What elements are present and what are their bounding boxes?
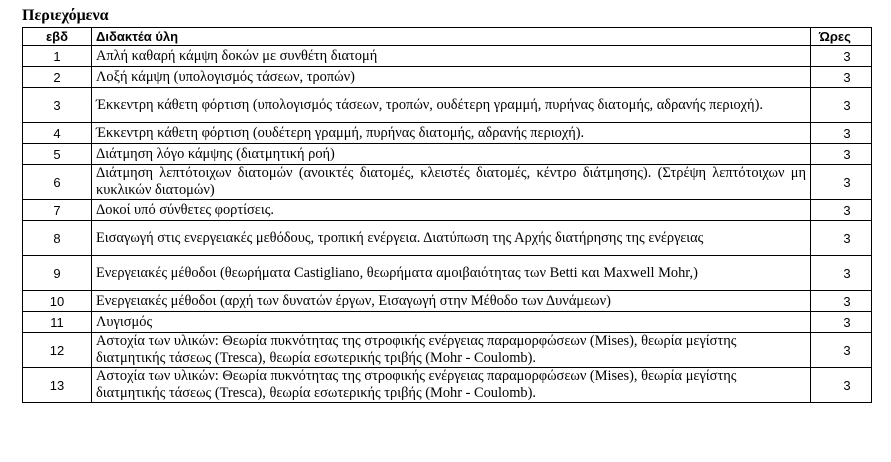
week-cell: 8	[23, 221, 92, 256]
hours-cell: 3	[811, 46, 872, 67]
hours-cell: 3	[811, 333, 872, 368]
week-cell: 4	[23, 123, 92, 144]
material-cell: Διάτμηση λόγο κάμψης (διατμητική ροή)	[92, 144, 811, 165]
week-cell: 10	[23, 291, 92, 312]
material-cell: Απλή καθαρή κάμψη δοκών με συνθέτη διατομή	[92, 46, 811, 67]
header-week: εβδ	[23, 28, 92, 46]
week-cell: 6	[23, 165, 92, 200]
hours-cell: 3	[811, 123, 872, 144]
table-row	[23, 200, 872, 221]
material-cell: Λοξή κάμψη (υπολογισμός τάσεων, τροπών)	[92, 67, 811, 88]
header-material: Διδακτέα ύλη	[92, 28, 811, 46]
week-cell: 1	[23, 46, 92, 67]
section-title: Περιεχόμενα	[22, 7, 109, 24]
header-hours: Ώρες	[811, 28, 872, 46]
table-row	[23, 144, 872, 165]
hours-cell: 3	[811, 200, 872, 221]
table-row	[23, 88, 872, 123]
material-cell: Εισαγωγή στις ενεργειακές μεθόδους, τροπική ενέργεια. Διατύπωση της Αρχής διατήρησης της ενέργειας	[92, 221, 811, 256]
week-cell: 11	[23, 312, 92, 333]
material-cell: Ενεργειακές μέθοδοι (αρχή των δυνατών έργων, Εισαγωγή στην Μέθοδο των Δυνάμεων)	[92, 291, 811, 312]
table-row	[23, 67, 872, 88]
hours-cell: 3	[811, 368, 872, 403]
week-cell: 13	[23, 368, 92, 403]
material-cell: Έκκεντρη κάθετη φόρτιση (υπολογισμός τάσεων, τροπών, ουδέτερη γραμμή, πυρήνας διατομής, αδρανής περιοχή).	[92, 88, 811, 123]
table-row	[23, 368, 872, 403]
table-row	[23, 333, 872, 368]
hours-cell: 3	[811, 144, 872, 165]
week-cell: 5	[23, 144, 92, 165]
table-row	[23, 312, 872, 333]
table-row	[23, 256, 872, 291]
week-cell: 2	[23, 67, 92, 88]
table-header-row	[23, 28, 872, 46]
hours-cell: 3	[811, 256, 872, 291]
hours-cell: 3	[811, 67, 872, 88]
week-cell: 9	[23, 256, 92, 291]
material-cell: Ενεργειακές μέθοδοι (θεωρήματα Castigliano, θεωρήματα αμοιβαιότητας των Betti και Maxwell Mohr,)	[92, 256, 811, 291]
material-cell: Έκκεντρη κάθετη φόρτιση (ουδέτερη γραμμή, πυρήνας διατομής, αδρανής περιοχή).	[92, 123, 811, 144]
material-cell: Διάτμηση λεπτότοιχων διατομών (ανοικτές διατομές, κλειστές διατομές, κέντρο διάτμησης). (Στρέψη λεπτότοιχων μη κυκλικών διατομών)	[92, 165, 811, 200]
hours-cell: 3	[811, 291, 872, 312]
table-row	[23, 221, 872, 256]
table-row	[23, 46, 872, 67]
week-cell: 12	[23, 333, 92, 368]
week-cell: 3	[23, 88, 92, 123]
syllabus-table	[22, 27, 872, 403]
material-cell: Λυγισμός	[92, 312, 811, 333]
hours-cell: 3	[811, 221, 872, 256]
material-cell: Αστοχία των υλικών: Θεωρία πυκνότητας της στροφικής ενέργειας παραμορφώσεων (Mises), θεωρία μεγίστης διατμητικής τάσεως (Tresca), θεωρία εσωτερικής τριβής (Mohr - Coulomb).	[92, 368, 811, 403]
hours-cell: 3	[811, 88, 872, 123]
material-cell: Αστοχία των υλικών: Θεωρία πυκνότητας της στροφικής ενέργειας παραμορφώσεων (Mises), θεωρία μεγίστης διατμητικής τάσεως (Tresca), θεωρία εσωτερικής τριβής (Mohr - Coulomb).	[92, 333, 811, 368]
week-cell: 7	[23, 200, 92, 221]
material-cell: Δοκοί υπό σύνθετες φορτίσεις.	[92, 200, 811, 221]
table-row	[23, 165, 872, 200]
table-row	[23, 291, 872, 312]
hours-cell: 3	[811, 165, 872, 200]
document-page	[22, 6, 872, 403]
table-row	[23, 123, 872, 144]
hours-cell: 3	[811, 312, 872, 333]
